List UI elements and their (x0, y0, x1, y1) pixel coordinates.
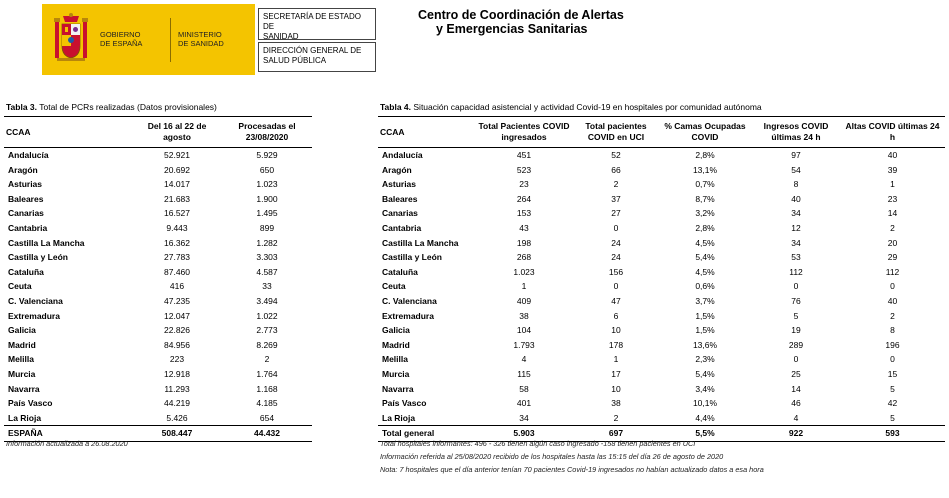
region-name: C. Valenciana (8, 295, 63, 306)
table-cell: 29 (887, 252, 898, 263)
table-cell: 47 (611, 295, 621, 306)
table-cell: 66 (611, 164, 621, 175)
gobierno-label: GOBIERNO DE ESPAÑA (100, 30, 143, 48)
table-cell: 2,8% (695, 222, 715, 233)
table-cell: 5,4% (695, 368, 715, 379)
table-cell: 76 (791, 295, 801, 306)
table-cell: 401 (516, 398, 532, 409)
table-cell: 16.362 (164, 237, 190, 248)
region-name: Cataluña (382, 266, 418, 277)
table-row (4, 323, 312, 338)
pcr-table (4, 116, 312, 442)
table-cell: 23 (519, 179, 529, 190)
region-name: Baleares (382, 193, 418, 204)
table-row (4, 192, 312, 207)
column-header: CCAA (380, 126, 405, 137)
table-row (378, 309, 945, 324)
table-row (378, 221, 945, 236)
region-name: Navarra (382, 383, 414, 394)
table-cell: 27.783 (164, 252, 190, 263)
table-cell: 196 (885, 339, 900, 350)
total-cell: 5,5% (695, 428, 715, 439)
table-row (4, 163, 312, 178)
total-cell: 508.447 (161, 428, 193, 439)
table3-caption: Tabla 3. Total de PCRs realizadas (Datos provisionales) (6, 102, 217, 112)
table-cell: 6 (613, 310, 619, 321)
table-cell: 4,5% (695, 237, 715, 248)
table-row (378, 323, 945, 338)
table-cell: 14.017 (164, 179, 190, 190)
table-header-row (378, 117, 945, 148)
region-name: Melilla (382, 354, 408, 365)
table-cell: 416 (169, 281, 185, 292)
table-cell: 112 (885, 266, 900, 277)
table-cell: 12 (791, 222, 801, 233)
column-header: % Camas Ocupadas COVID (664, 121, 746, 142)
region-name: Galicia (8, 325, 36, 336)
table-cell: 3,4% (695, 383, 715, 394)
table-cell: 2 (890, 310, 895, 321)
table-cell: 38 (611, 398, 621, 409)
table-cell: 3.303 (256, 252, 278, 263)
table-row (378, 250, 945, 265)
table-cell: 5 (793, 310, 799, 321)
region-name: País Vasco (8, 398, 53, 409)
table-cell: 42 (887, 398, 898, 409)
region-name: Murcia (8, 368, 36, 379)
table-cell: 46 (791, 398, 801, 409)
table-cell: 409 (516, 295, 532, 306)
table-cell: 34 (519, 412, 529, 423)
table-cell: 14 (887, 208, 898, 219)
table-cell: 39 (887, 164, 898, 175)
table-cell: 3.494 (256, 295, 278, 306)
table-cell: 451 (516, 150, 532, 160)
region-name: Cataluña (8, 266, 44, 277)
table-cell: 33 (262, 281, 272, 292)
table-cell: 1.023 (256, 179, 278, 190)
table-cell: 289 (788, 339, 804, 350)
table-row (4, 250, 312, 265)
table-cell: 1,5% (695, 325, 715, 336)
table-row (4, 221, 312, 236)
table-cell: 650 (259, 164, 275, 175)
table-cell: 5.426 (166, 412, 188, 423)
table-cell: 2.773 (256, 325, 278, 336)
region-name: Galicia (382, 325, 410, 336)
page-header (0, 0, 949, 80)
table-cell: 34 (791, 208, 801, 219)
table-cell: 1.282 (256, 237, 278, 248)
ministerio-label: MINISTERIO DE SANIDAD (178, 30, 224, 48)
table-cell: 4.587 (256, 266, 278, 277)
table-row (4, 148, 312, 163)
table-cell: 22.826 (164, 325, 190, 336)
table-cell: 27 (611, 208, 621, 219)
region-name: Canarias (8, 208, 44, 219)
table-cell: 21.683 (164, 193, 190, 204)
page-title: Centro de Coordinación de Alertas y Emergencias Sanitarias (418, 8, 624, 36)
table-row (378, 294, 945, 309)
table-cell: 38 (519, 310, 529, 321)
table-cell: 4.185 (256, 398, 278, 409)
table-cell: 40 (887, 295, 898, 306)
table-cell: 1 (521, 281, 527, 292)
table-cell: 2,3% (695, 354, 715, 365)
region-name: Extremadura (8, 310, 60, 321)
table-cell: 0,7% (695, 179, 715, 190)
table-cell: 2 (890, 222, 895, 233)
table-cell: 10,1% (692, 398, 718, 409)
table-cell: 44.219 (164, 398, 190, 409)
table-cell: 12.918 (164, 368, 190, 379)
table-cell: 4 (793, 412, 799, 423)
table-cell: 268 (516, 252, 532, 263)
table-cell: 24 (611, 237, 621, 248)
region-name: La Rioja (382, 412, 416, 423)
table-row (378, 163, 945, 178)
table-cell: 13,6% (692, 339, 718, 350)
table-cell: 156 (608, 266, 624, 277)
total-cell: 593 (885, 428, 900, 439)
table-cell: 10 (611, 383, 621, 394)
table3-note: Información actualizada a 26.08.2020 (6, 439, 128, 448)
region-name: Extremadura (382, 310, 434, 321)
table-cell: 1.764 (256, 368, 278, 379)
table-cell: 8 (793, 179, 799, 190)
region-name: Castilla La Mancha (382, 237, 459, 248)
region-name: Andalucía (382, 150, 423, 160)
table-cell: 87.460 (164, 266, 190, 277)
region-name: Navarra (8, 383, 40, 394)
table-cell: 0 (613, 222, 619, 233)
table-cell: 153 (516, 208, 532, 219)
region-name: Madrid (8, 339, 36, 350)
table-cell: 34 (791, 237, 801, 248)
table-row (378, 411, 945, 426)
table-row (4, 206, 312, 221)
table-row (4, 279, 312, 294)
hospital-capacity-table (378, 116, 945, 442)
table-row (378, 265, 945, 280)
table-cell: 1.495 (256, 208, 278, 219)
table-row (4, 236, 312, 251)
table-cell: 37 (611, 193, 621, 204)
logo-divider (170, 18, 171, 62)
table-cell: 1 (890, 179, 895, 190)
table-cell: 0 (793, 281, 799, 292)
table-cell: 15 (887, 368, 898, 379)
table-cell: 2 (264, 354, 270, 365)
table-cell: 3,7% (695, 295, 715, 306)
table-cell: 112 (789, 266, 803, 277)
table-cell: 11.293 (164, 383, 190, 394)
table-cell: 52.921 (164, 150, 190, 160)
coat-of-arms-icon (54, 12, 88, 66)
region-name: Ceuta (382, 281, 406, 292)
table-cell: 47.235 (164, 295, 190, 306)
region-name: Baleares (8, 193, 44, 204)
region-name: Castilla La Mancha (8, 237, 85, 248)
table-row (4, 338, 312, 353)
table-cell: 899 (259, 222, 275, 233)
region-name: Cantabria (382, 222, 422, 233)
table4-note-1: Total hospitales informantes: 496 - 326 tienen algún caso ingresado -158 tienen pacientes en UCI (380, 439, 696, 448)
region-name: Cantabria (8, 222, 48, 233)
table-cell: 20.692 (164, 164, 190, 175)
table4-note-3: Nota: 7 hospitales que el día anterior tenían 70 pacientes Covid-19 ingresados no habían actualizado datos a esa hora (380, 465, 764, 474)
table-cell: 264 (516, 193, 532, 204)
table-row (378, 206, 945, 221)
table-cell: 23 (887, 193, 898, 204)
table-cell: 2 (613, 412, 619, 423)
total-cell: 697 (608, 428, 624, 439)
table-row (378, 352, 945, 367)
table-cell: 2 (613, 179, 619, 190)
table-row (378, 148, 945, 163)
table-cell: 115 (517, 368, 531, 379)
table-cell: 5.929 (256, 150, 278, 160)
region-name: Madrid (382, 339, 410, 350)
table-cell: 1.168 (256, 383, 278, 394)
table-cell: 25 (791, 368, 801, 379)
table-cell: 9.443 (166, 222, 188, 233)
table-row (378, 279, 945, 294)
total-label: Total general (382, 428, 435, 439)
table-row (4, 382, 312, 397)
table-row (4, 265, 312, 280)
direccion-box: DIRECCIÓN GENERAL DE SALUD PÚBLICA (258, 42, 376, 72)
table-row (4, 177, 312, 192)
table-cell: 1 (613, 354, 619, 365)
table-row (378, 367, 945, 382)
table-cell: 2,8% (695, 150, 715, 160)
region-name: Asturias (382, 179, 417, 190)
table-cell: 8,7% (695, 193, 715, 204)
table-cell: 16.527 (164, 208, 190, 219)
region-name: Asturias (8, 179, 43, 190)
table-row (4, 352, 312, 367)
table-cell: 20 (887, 237, 898, 248)
region-name: Aragón (382, 164, 412, 175)
table-cell: 1,5% (695, 310, 715, 321)
table-cell: 1.022 (256, 310, 278, 321)
table-cell: 14 (791, 383, 801, 394)
table-cell: 198 (516, 237, 532, 248)
table-cell: 104 (516, 325, 532, 336)
table-row (4, 367, 312, 382)
table-cell: 4 (521, 354, 527, 365)
table-cell: 52 (611, 150, 621, 160)
table4-note-2: Información referida al 25/08/2020 recibido de los hospitales hasta las 15:15 del día 26 de agosto de 2020 (380, 452, 724, 461)
region-name: Castilla y León (382, 252, 442, 263)
table-cell: 1.900 (256, 193, 278, 204)
table-row (378, 382, 945, 397)
table-header-row (4, 117, 312, 148)
table-row (378, 236, 945, 251)
table-cell: 4,5% (695, 266, 715, 277)
region-name: C. Valenciana (382, 295, 437, 306)
table-cell: 0 (890, 354, 895, 365)
secretaria-box: SECRETARÍA DE ESTADO DE SANIDAD (258, 8, 376, 40)
region-name: Melilla (8, 354, 34, 365)
table-row (378, 177, 945, 192)
table4-caption: Tabla 4. Situación capacidad asistencial y actividad Covid-19 en hospitales por comunidad autónoma (380, 102, 762, 112)
table-row (378, 338, 945, 353)
table-cell: 8 (890, 325, 895, 336)
column-header: Total Pacientes COVID ingresados (478, 121, 570, 142)
table-cell: 1.023 (513, 266, 535, 277)
table-cell: 5 (890, 412, 895, 423)
table-cell: 19 (791, 325, 801, 336)
table-cell: 223 (169, 354, 185, 365)
total-cell: 922 (788, 428, 804, 439)
table-cell: 58 (519, 383, 529, 394)
table-cell: 54 (791, 164, 801, 175)
table-cell: 84.956 (164, 339, 190, 350)
table-cell: 10 (611, 325, 621, 336)
table-cell: 8.269 (256, 339, 278, 350)
table-cell: 654 (259, 412, 275, 423)
table-cell: 12.047 (164, 310, 190, 321)
table-cell: 5,4% (695, 252, 715, 263)
region-name: País Vasco (382, 398, 427, 409)
total-label: ESPAÑA (8, 428, 43, 439)
table-cell: 97 (791, 150, 801, 160)
table-row (4, 309, 312, 324)
table-cell: 0,6% (695, 281, 715, 292)
table-cell: 1.793 (513, 339, 535, 350)
table-cell: 53 (791, 252, 801, 263)
region-name: La Rioja (8, 412, 42, 423)
gobierno-logo (42, 4, 255, 75)
table-row (4, 411, 312, 426)
table-cell: 43 (519, 222, 529, 233)
table-cell: 5 (890, 383, 895, 394)
region-name: Aragón (8, 164, 38, 175)
table-cell: 4,4% (695, 412, 715, 423)
region-name: Andalucía (8, 150, 49, 160)
table-cell: 24 (611, 252, 621, 263)
table-cell: 17 (611, 368, 621, 379)
table-row (4, 294, 312, 309)
column-header: Altas COVID últimas 24 h (845, 121, 940, 142)
table-row (378, 192, 945, 207)
region-name: Canarias (382, 208, 418, 219)
total-cell: 44.432 (254, 428, 280, 439)
table-cell: 523 (516, 164, 532, 175)
column-header: Total pacientes COVID en UCI (585, 121, 647, 142)
table-cell: 178 (608, 339, 624, 350)
region-name: Murcia (382, 368, 410, 379)
table-cell: 40 (887, 150, 898, 160)
column-header: Procesadas el 23/08/2020 (238, 121, 296, 142)
column-header: Ingresos COVID últimas 24 h (763, 121, 829, 142)
table-cell: 0 (890, 281, 895, 292)
region-name: Ceuta (8, 281, 32, 292)
table-row (378, 396, 945, 411)
table-cell: 40 (791, 193, 801, 204)
table-cell: 0 (793, 354, 799, 365)
table-cell: 13,1% (692, 164, 718, 175)
region-name: Castilla y León (8, 252, 68, 263)
total-cell: 5.903 (513, 428, 535, 439)
table-cell: 3,2% (695, 208, 715, 219)
column-header: Del 16 al 22 de agosto (147, 121, 207, 142)
column-header: CCAA (6, 126, 31, 137)
table-cell: 0 (613, 281, 619, 292)
table-row (4, 396, 312, 411)
